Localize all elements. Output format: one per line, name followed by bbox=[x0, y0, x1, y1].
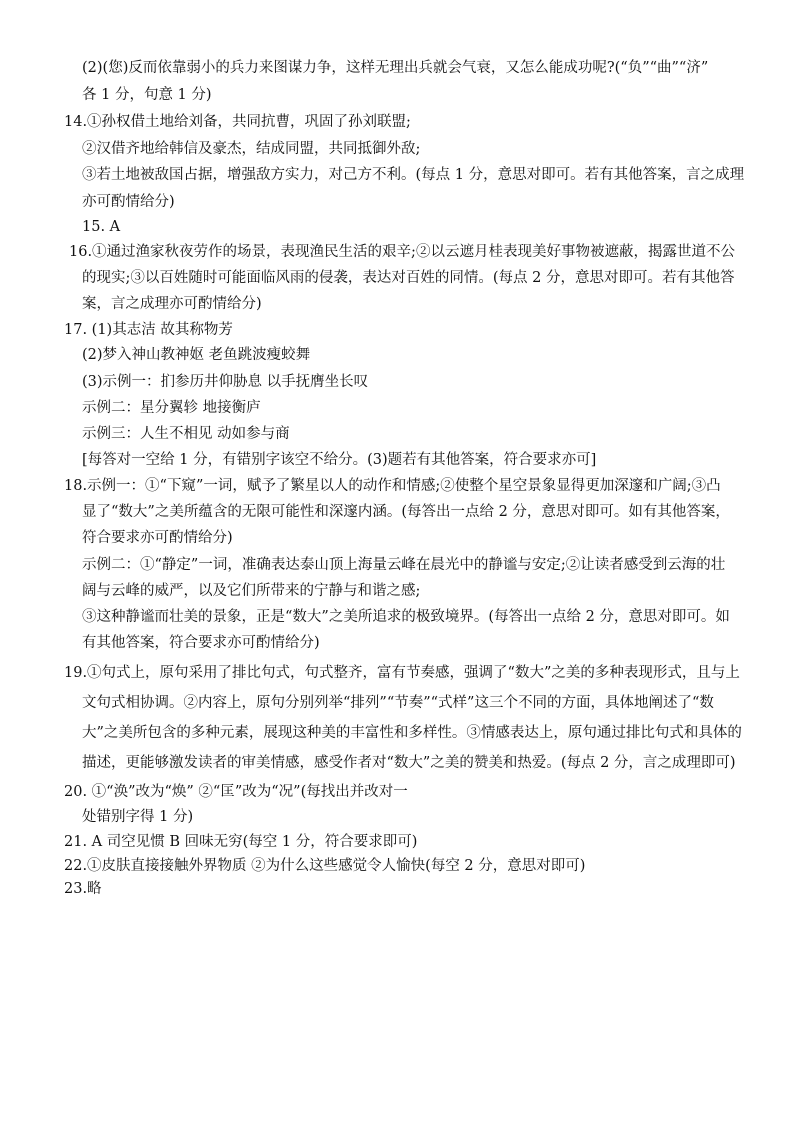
answer-line: 18.示例一：①“下窥”一词，赋予了繁星以人的动作和情感;②使整个星空景象显得更加深邃和广阔;③凸 bbox=[64, 478, 721, 494]
answer-line: 示例三：人生不相见 动如参与商 bbox=[82, 426, 290, 442]
answer-line: ③这种静谧而壮美的景象，正是“数大”之美所追求的极致境界。(每答出一点给 2 分，意思对即可。如 bbox=[82, 609, 730, 625]
answer-line: 描述，更能够激发读者的审美情感，感受作者对“数大”之美的赞美和热爱。(每点 2 分，言之成理即可) bbox=[82, 755, 736, 771]
answer-line: 文句式相协调。②内容上，原句分别列举“排列”“节奏”“式样”这三个不同的方面，具体地阐述了“数 bbox=[82, 695, 714, 711]
answer-line: 符合要求亦可酌情给分) bbox=[82, 530, 233, 546]
answer-line: 处错别字得 1 分) bbox=[82, 809, 194, 825]
answer-line: 16.①通过渔家秋夜劳作的场景，表现渔民生活的艰辛;②以云遮月桂表现美好事物被遮蔽，揭露世道不公 bbox=[69, 244, 735, 260]
answer-line: 阔与云峰的威严，以及它们所带来的宁静与和谐之感; bbox=[82, 583, 421, 599]
answer-line: ②汉借齐地给韩信及豪杰，结成同盟，共同抵御外敌; bbox=[82, 141, 421, 157]
answer-line: [每答对一空给 1 分，有错别字该空不给分。(3)题若有其他答案，符合要求亦可] bbox=[82, 452, 597, 468]
answer-line: 案，言之成理亦可酌情给分) bbox=[82, 296, 262, 312]
answer-line: 17. (1)其志洁 故其称物芳 bbox=[64, 322, 233, 338]
answer-line: 14.①孙权借土地给刘备，共同抗曹，巩固了孙刘联盟; bbox=[64, 114, 411, 130]
answer-line: (3)示例一：扪参历井仰胁息 以手抚膺坐长叹 bbox=[82, 374, 369, 390]
answer-line: (2)梦入神山教神妪 老鱼跳波瘦蛟舞 bbox=[82, 347, 311, 363]
answer-line: 显了“数大”之美所蕴含的无限可能性和深邃内涵。(每答出一点给 2 分，意思对即可。如有其他答案， bbox=[82, 504, 730, 520]
answer-line: 20. ①“涣”改为“焕” ②“匡”改为“况”(每找出并改对一 bbox=[64, 784, 408, 800]
answer-line: 大”之美所包含的多种元素，展现这种美的丰富性和多样性。③情感表达上，原句通过排比句式和具体的 bbox=[82, 725, 742, 741]
answer-line: 的现实;③以百姓随时可能面临风雨的侵袭，表达对百姓的同情。(每点 2 分，意思对即可。若有其他答 bbox=[82, 270, 735, 286]
answer-line: 19.①句式上，原句采用了排比句式，句式整齐，富有节奏感，强调了“数大”之美的多种表现形式，且与上 bbox=[64, 665, 740, 681]
answer-line: (2)(您)反而依靠弱小的兵力来图谋力争，这样无理出兵就会气衰，又怎么能成功呢?(“负”“曲”“济” bbox=[82, 60, 709, 76]
answer-line: 21. A 司空见惯 B 回味无穷(每空 1 分，符合要求即可) bbox=[64, 834, 418, 850]
answer-line: ③若土地被敌国占据，增强敌方实力，对己方不利。(每点 1 分，意思对即可。若有其他答案，言之成理 bbox=[82, 167, 745, 183]
answer-line: 22.①皮肤直接接触外界物质 ②为什么这些感觉令人愉快(每空 2 分，意思对即可) bbox=[64, 858, 586, 874]
answer-line: 15. A bbox=[82, 219, 121, 235]
answer-line: 23.略 bbox=[64, 881, 102, 897]
answer-line: 有其他答案，符合要求亦可酌情给分) bbox=[82, 635, 320, 651]
answer-line: 亦可酌情给分) bbox=[82, 194, 175, 210]
answer-line: 各 1 分，句意 1 分) bbox=[82, 87, 212, 103]
answer-line: 示例二：①“静定”一词，准确表达泰山顶上海量云峰在晨光中的静谧与安定;②让读者感受到云海的壮 bbox=[82, 557, 726, 573]
answer-line: 示例二：星分翼轸 地接衡庐 bbox=[82, 400, 261, 416]
